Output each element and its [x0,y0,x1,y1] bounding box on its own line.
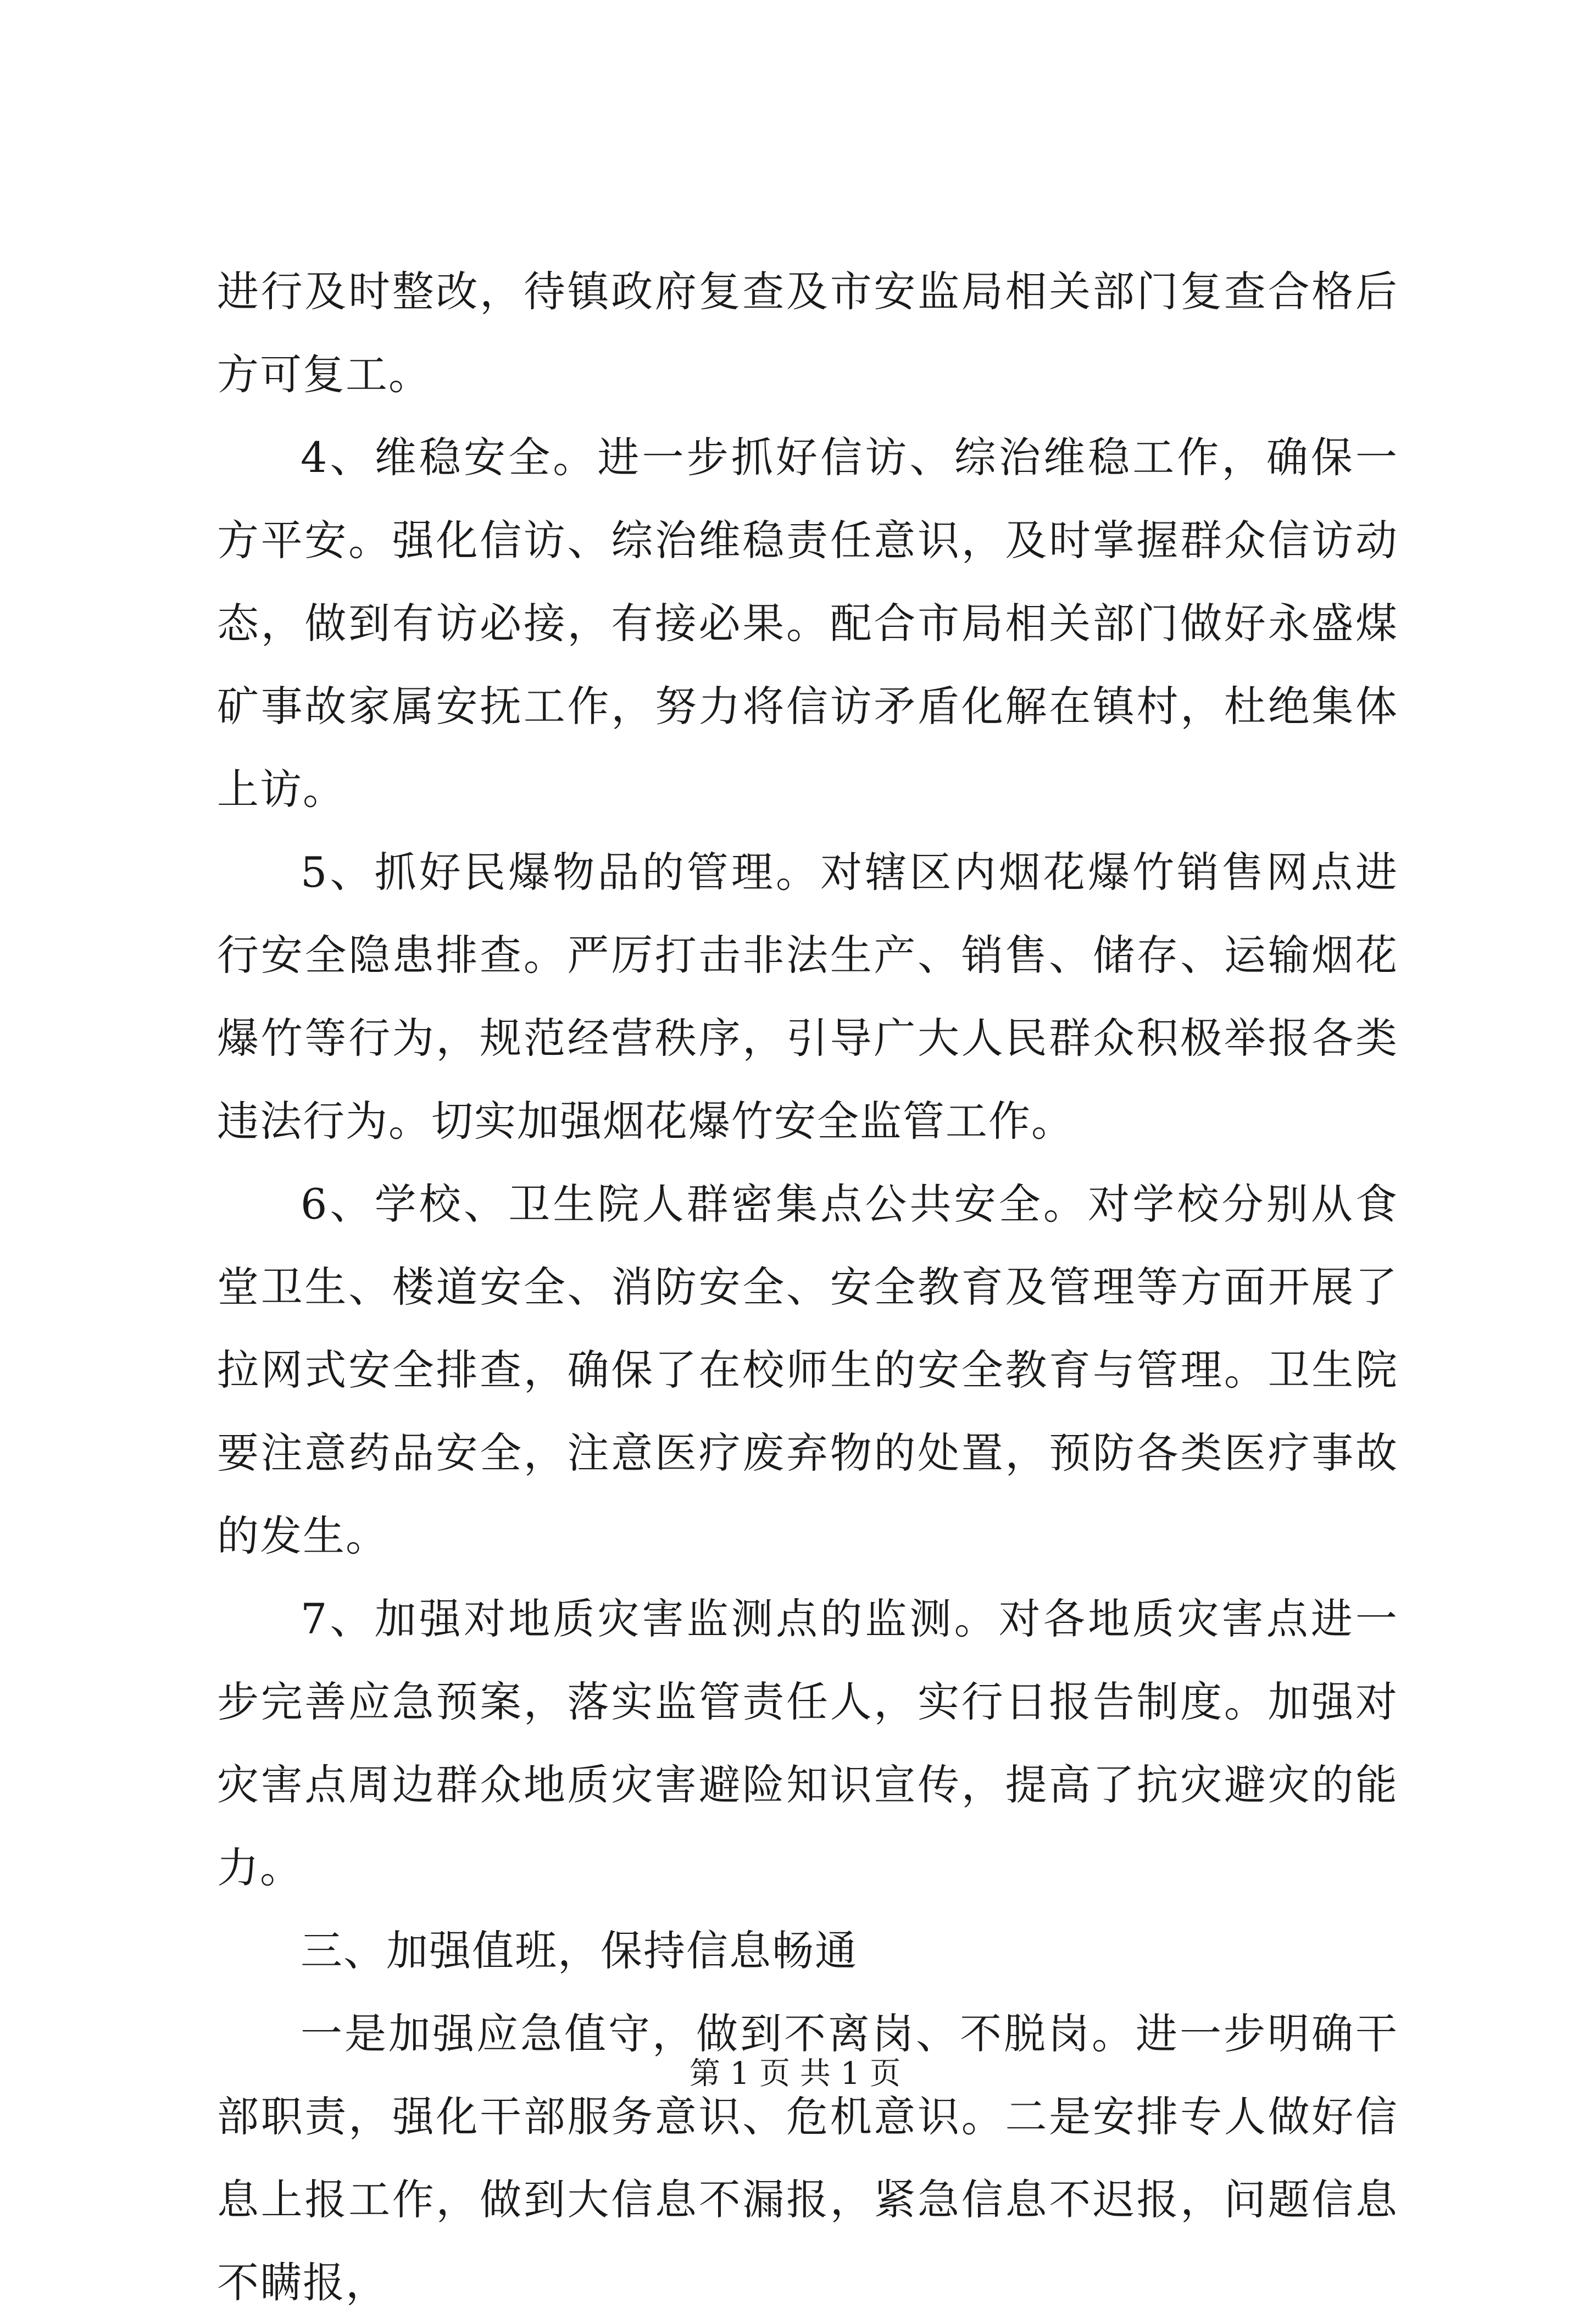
paragraph-section-3-body: 一是加强应急值守，做到不离岗、不脱岗。进一步明确干部职责，强化干部服务意识、危机意识。二是安排专人做好信息上报工作，做到大信息不漏报，紧急信息不迟报，问题信息不瞒报， [217,2009,1398,2307]
paragraph-item-6: 6、学校、卫生院人群密集点公共安全。对学校分别从食堂卫生、楼道安全、消防安全、安全教育及管理等方面开展了拉网式安全排查，确保了在校师生的安全教育与管理。卫生院要注意药品安全，注意医疗废弃物的处置，预防各类医疗事故的发生。 [217,1180,1398,1560]
page-footer: 第 1 页 共 1 页 [689,2056,901,2092]
document-body [217,250,1398,2324]
paragraph-item-4: 4、维稳安全。进一步抓好信访、综治维稳工作，确保一方平安。强化信访、综治维稳责任意识，及时掌握群众信访动态，做到有访必接，有接必果。配合市局相关部门做好永盛煤矿事故家属安抚工作，努力将信访矛盾化解在镇村，杜绝集体上访。 [217,433,1398,814]
section-heading-3: 三、加强值班，保持信息畅通 [301,1926,858,1975]
paragraph-continuation: 进行及时整改，待镇政府复查及市安监局相关部门复查合格后方可复工。 [217,267,1398,399]
paragraph-item-5: 5、抓好民爆物品的管理。对辖区内烟花爆竹销售网点进行安全隐患排查。严厉打击非法生产、销售、储存、运输烟花爆竹等行为，规范经营秩序，引导广大人民群众积极举报各类违法行为。切实加强烟花爆竹安全监管工作。 [217,848,1398,1146]
paragraph-item-7: 7、加强对地质灾害监测点的监测。对各地质灾害点进一步完善应急预案，落实监管责任人，实行日报告制度。加强对灾害点周边群众地质灾害避险知识宣传，提高了抗灾避灾的能力。 [217,1594,1398,1892]
